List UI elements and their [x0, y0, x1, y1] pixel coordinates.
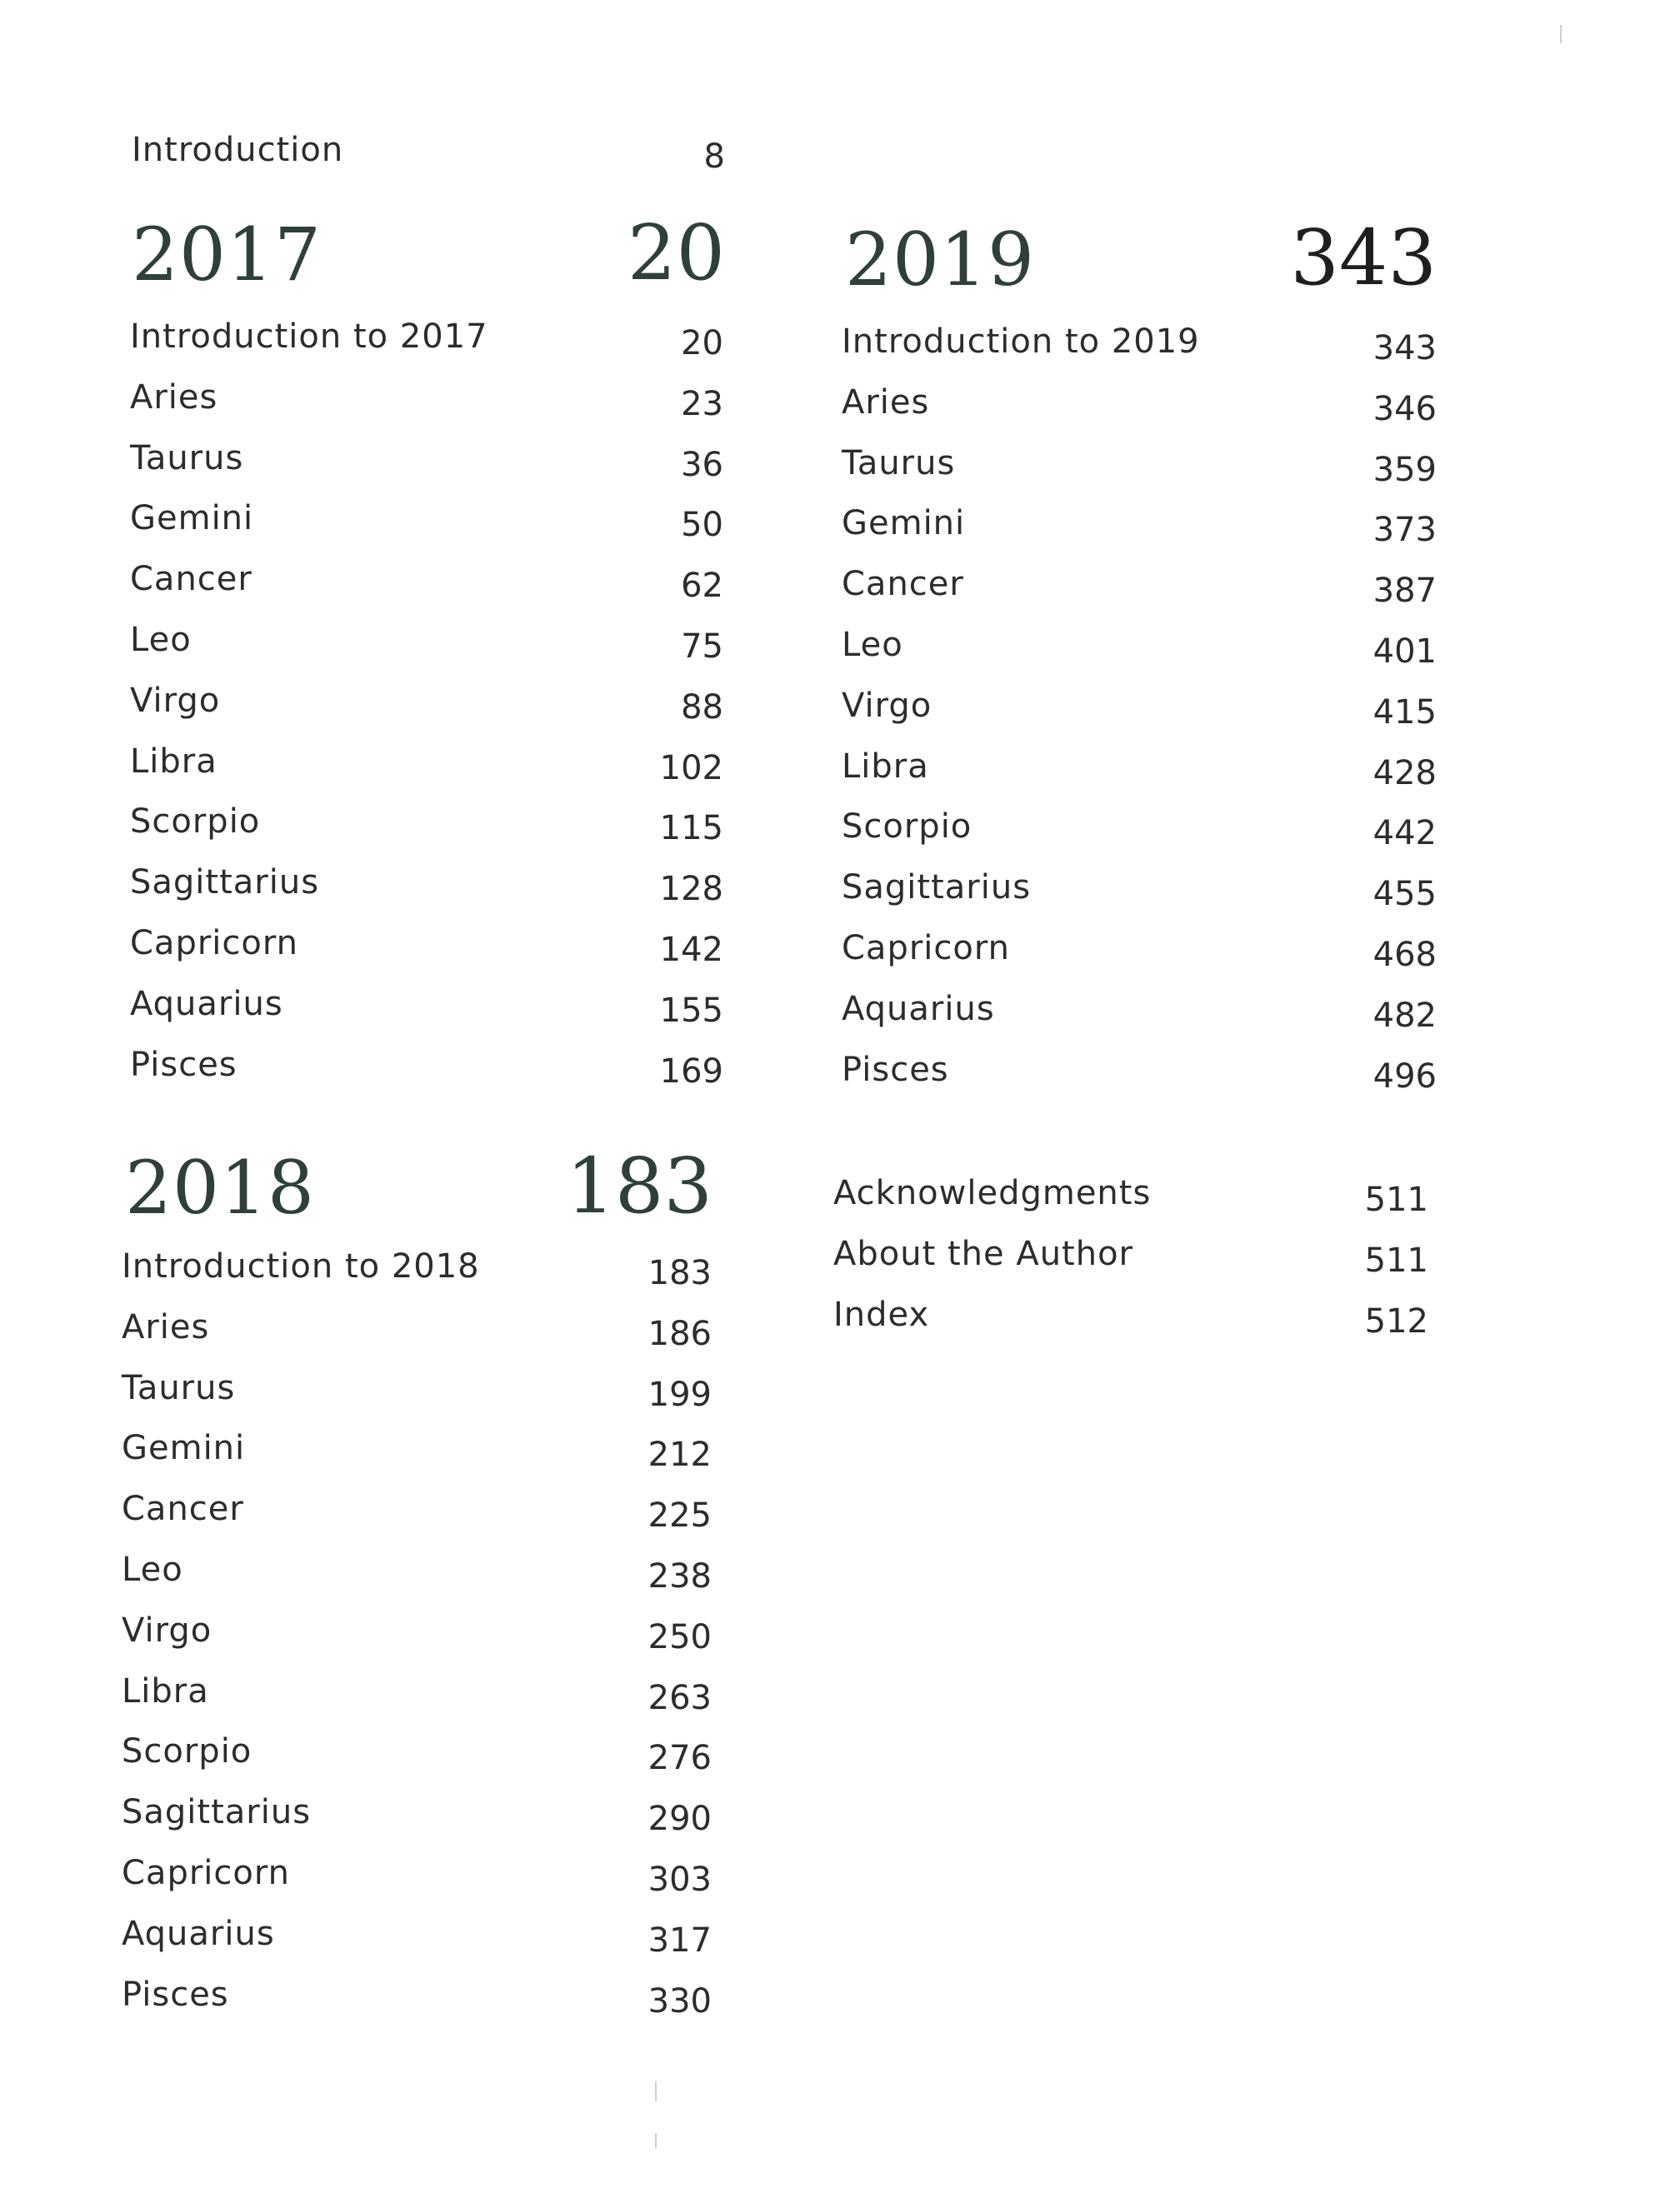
- entry-label: Libra: [842, 747, 929, 786]
- toc-entry[interactable]: [130, 917, 723, 967]
- entry-label: Introduction: [132, 131, 344, 169]
- entry-page-number: 373: [1372, 511, 1437, 549]
- entry-label: Introduction to 2017: [130, 317, 488, 356]
- entry-page-number: 330: [648, 1982, 712, 2021]
- toc-entry[interactable]: [130, 1038, 723, 1091]
- entry-label: Pisces: [130, 1046, 238, 1084]
- entry-page-number: 415: [1372, 693, 1437, 732]
- toc-entry[interactable]: [122, 1846, 712, 1899]
- entry-page-number: 50: [681, 506, 723, 544]
- toc-entry[interactable]: [842, 315, 1437, 365]
- toc-entry[interactable]: [130, 371, 723, 421]
- entry-page-number: 303: [648, 1861, 712, 1899]
- entry-label: Gemini: [842, 504, 966, 542]
- entry-page-number: 199: [648, 1376, 712, 1414]
- toc-entry[interactable]: [842, 740, 1437, 790]
- toc-entry[interactable]: [842, 437, 1437, 487]
- entry-page-number: 496: [1372, 1057, 1437, 1096]
- entry-page-number: 155: [659, 992, 723, 1030]
- toc-entry[interactable]: [122, 1968, 712, 2021]
- entry-label: Leo: [842, 626, 903, 664]
- section-year: 2017: [132, 212, 322, 297]
- entry-page-number: 512: [1364, 1302, 1428, 1341]
- entry-label: Introduction to 2019: [842, 322, 1200, 361]
- toc-entry-introduction[interactable]: [132, 123, 725, 176]
- entry-page-number: 482: [1372, 997, 1437, 1035]
- entry-label: Gemini: [122, 1429, 246, 1467]
- entry-label: Virgo: [122, 1611, 212, 1650]
- entry-page-number: 186: [648, 1315, 712, 1353]
- entry-page-number: 36: [681, 446, 723, 484]
- entry-label: Gemini: [130, 499, 254, 537]
- toc-entry[interactable]: [130, 552, 723, 605]
- toc-entry[interactable]: [842, 861, 1437, 911]
- entry-label: Acknowledgments: [833, 1174, 1152, 1212]
- entry-label: Taurus: [842, 444, 956, 482]
- entry-label: Cancer: [130, 560, 252, 598]
- entry-label: About the Author: [833, 1235, 1134, 1273]
- entry-label: Pisces: [842, 1051, 949, 1089]
- toc-entry[interactable]: [842, 800, 1437, 850]
- entry-label: Scorpio: [122, 1732, 252, 1771]
- entry-page-number: 290: [648, 1800, 712, 1838]
- entry-label: Sagittarius: [130, 863, 320, 902]
- toc-entry[interactable]: [130, 492, 723, 542]
- entry-page-number: 238: [648, 1557, 712, 1596]
- toc-entry[interactable]: [122, 1301, 712, 1351]
- toc-entry[interactable]: [833, 1166, 1428, 1219]
- entry-label: Aquarius: [122, 1915, 275, 1953]
- scan-mark: [655, 2081, 657, 2101]
- entry-page-number: 442: [1372, 814, 1437, 852]
- entry-label: Cancer: [842, 565, 964, 603]
- section-heading-2019[interactable]: [845, 205, 1437, 302]
- entry-page-number: 142: [659, 931, 723, 969]
- toc-entry[interactable]: [842, 557, 1437, 610]
- entry-label: Aries: [122, 1308, 210, 1346]
- entry-page-number: 428: [1372, 754, 1437, 792]
- entry-label: Pisces: [122, 1976, 229, 2014]
- entry-page-number: 8: [703, 137, 725, 176]
- section-heading-2018[interactable]: [125, 1133, 712, 1231]
- entry-label: Taurus: [122, 1369, 236, 1407]
- entry-label: Sagittarius: [842, 868, 1032, 907]
- entry-label: Scorpio: [842, 807, 972, 846]
- entry-page-number: 115: [659, 809, 723, 847]
- entry-label: Aquarius: [842, 990, 995, 1028]
- entry-page-number: 276: [648, 1739, 712, 1777]
- toc-entry[interactable]: [122, 1482, 712, 1535]
- entry-label: Libra: [130, 742, 218, 781]
- entry-page-number: 387: [1372, 572, 1437, 610]
- entry-page-number: 225: [648, 1496, 712, 1535]
- toc-entry[interactable]: [122, 1240, 712, 1290]
- toc-entry[interactable]: [842, 497, 1437, 547]
- entry-page-number: 317: [648, 1921, 712, 1960]
- entry-page-number: 250: [648, 1618, 712, 1656]
- entry-page-number: 401: [1372, 632, 1437, 671]
- entry-page-number: 169: [659, 1052, 723, 1091]
- scan-mark: [1560, 25, 1562, 43]
- toc-entry[interactable]: [842, 1043, 1437, 1096]
- toc-entry[interactable]: [130, 613, 723, 666]
- entry-page-number: 455: [1372, 875, 1437, 913]
- entry-label: Taurus: [130, 439, 244, 477]
- entry-page-number: 343: [1372, 329, 1437, 367]
- section-year: 2018: [125, 1145, 315, 1231]
- entry-page-number: 511: [1364, 1181, 1428, 1219]
- toc-entry[interactable]: [130, 310, 723, 360]
- entry-label: Leo: [122, 1551, 183, 1589]
- entry-page-number: 128: [659, 870, 723, 908]
- toc-entry[interactable]: [122, 1725, 712, 1775]
- toc-entry[interactable]: [842, 679, 1437, 732]
- entry-label: Introduction to 2018: [122, 1247, 480, 1286]
- toc-entry[interactable]: [122, 1361, 712, 1414]
- toc-entry[interactable]: [842, 376, 1437, 426]
- entry-label: Aquarius: [130, 985, 283, 1023]
- entry-label: Sagittarius: [122, 1793, 312, 1831]
- entry-page-number: 468: [1372, 936, 1437, 974]
- toc-entry[interactable]: [130, 674, 723, 727]
- toc-entry[interactable]: [130, 735, 723, 785]
- entry-label: Aries: [130, 378, 218, 417]
- section-year: 2019: [845, 217, 1035, 302]
- entry-page-number: 20: [681, 324, 723, 362]
- toc-entry[interactable]: [122, 1604, 712, 1654]
- entry-page-number: 346: [1372, 390, 1437, 428]
- toc-entry[interactable]: [842, 618, 1437, 671]
- section-start-page: 343: [1290, 213, 1437, 302]
- entry-page-number: 23: [681, 385, 723, 423]
- toc-entry[interactable]: [833, 1288, 1428, 1341]
- entry-label: Libra: [122, 1672, 209, 1711]
- toc-entry[interactable]: [122, 1907, 712, 1960]
- entry-label: Capricorn: [842, 929, 1010, 967]
- section-start-page: 20: [627, 208, 725, 297]
- entry-label: Virgo: [842, 687, 932, 725]
- entry-label: Cancer: [122, 1490, 244, 1528]
- entry-page-number: 511: [1364, 1241, 1428, 1280]
- toc-entry[interactable]: [842, 922, 1437, 972]
- entry-label: Scorpio: [130, 802, 261, 841]
- toc-entry[interactable]: [130, 795, 723, 845]
- entry-label: Capricorn: [122, 1854, 290, 1892]
- toc-entry[interactable]: [122, 1421, 712, 1474]
- toc-entry[interactable]: [842, 982, 1437, 1035]
- entry-page-number: 359: [1372, 451, 1437, 489]
- entry-page-number: 88: [681, 688, 723, 727]
- entry-page-number: 102: [659, 749, 723, 787]
- entry-label: Leo: [130, 621, 192, 659]
- toc-entry[interactable]: [122, 1786, 712, 1836]
- toc-entry[interactable]: [833, 1227, 1428, 1280]
- entry-page-number: 62: [681, 567, 723, 605]
- entry-page-number: 75: [681, 627, 723, 666]
- section-heading-2017[interactable]: [132, 200, 725, 297]
- toc-entry[interactable]: [122, 1665, 712, 1715]
- entry-label: Capricorn: [130, 924, 298, 962]
- entry-label: Index: [833, 1296, 930, 1334]
- toc-entry[interactable]: [122, 1543, 712, 1596]
- toc-entry[interactable]: [130, 856, 723, 906]
- scan-mark: [655, 2133, 657, 2148]
- entry-page-number: 212: [648, 1436, 712, 1474]
- section-start-page: 183: [566, 1141, 712, 1231]
- toc-entry[interactable]: [130, 432, 723, 482]
- entry-label: Virgo: [130, 682, 221, 720]
- entry-label: Aries: [842, 383, 930, 422]
- entry-page-number: 183: [648, 1254, 712, 1292]
- entry-page-number: 263: [648, 1679, 712, 1717]
- toc-entry[interactable]: [130, 977, 723, 1030]
